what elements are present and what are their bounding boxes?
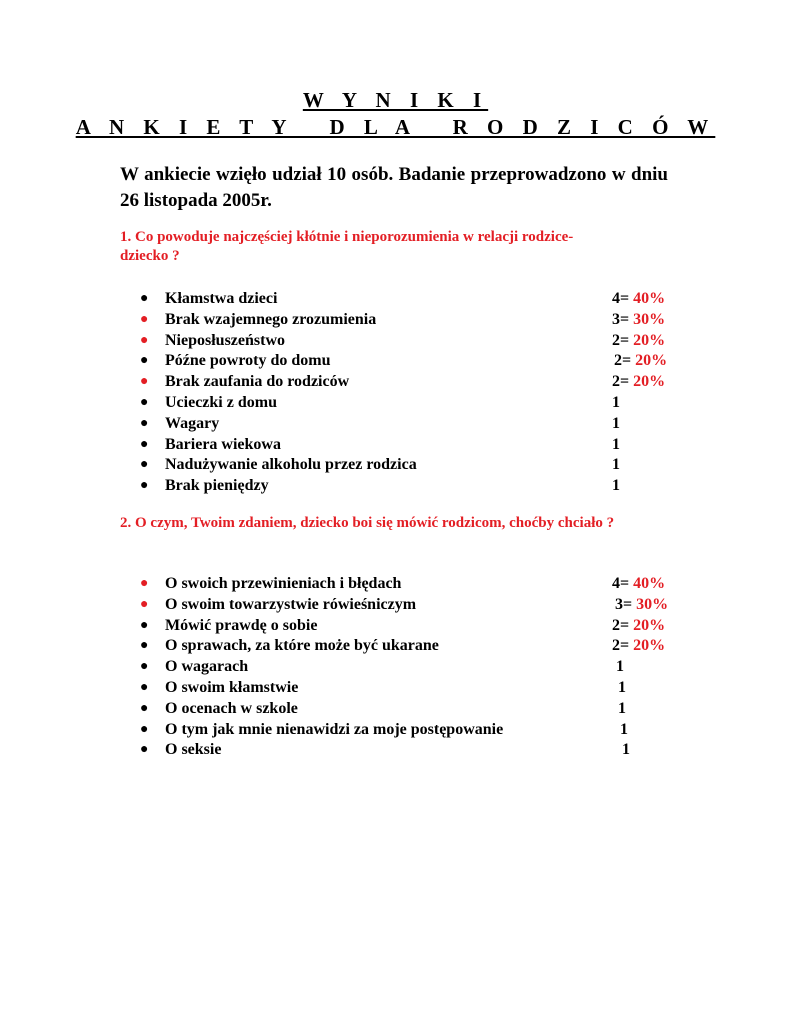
list-item [0, 739, 700, 760]
item-count [612, 288, 665, 309]
item-label: Kłamstwa dzieci [165, 290, 278, 307]
item-count [612, 615, 665, 636]
bullet-icon: ● [140, 478, 149, 494]
item-label: Nieposłuszeństwo [165, 331, 286, 349]
count-value: 1 [616, 658, 624, 676]
percent-value: 20% [629, 616, 666, 634]
list-item [0, 475, 700, 496]
list-item [0, 656, 700, 677]
item-count [622, 739, 630, 760]
percent-value: 20% [629, 637, 666, 655]
percent-value: 20% [629, 331, 666, 349]
bullet-icon: ● [140, 680, 149, 695]
item-label: O sprawach, za które może być ukarane [165, 637, 439, 655]
list-item [0, 330, 700, 351]
item-label: O swoim towarzystwie rówieśniczym [165, 595, 417, 613]
list-item [0, 698, 700, 719]
list-item [0, 615, 700, 636]
question-2: 2. O czym, Twoim zdaniem, dziecko boi się mówić rodzicom, choćby chciało ? [120, 515, 615, 531]
percent-value: 40% [629, 575, 666, 592]
list-item [0, 350, 700, 371]
item-count [612, 309, 665, 330]
item-count [612, 371, 665, 392]
item-label: Bariera wiekowa [165, 435, 281, 453]
item-count [612, 413, 620, 434]
list-item [0, 413, 700, 434]
list-item [0, 594, 700, 615]
bullet-icon: ● [140, 332, 149, 348]
item-count [616, 656, 624, 677]
item-count [612, 392, 620, 413]
item-label: Brak zaufania do rodziców [165, 373, 350, 391]
list-item [0, 309, 700, 330]
bullet-icon: ● [140, 721, 149, 737]
item-count [612, 475, 620, 496]
list-item [0, 434, 700, 455]
bullet-icon: ● [140, 742, 149, 758]
item-label: Brak wzajemnego zrozumienia [165, 310, 377, 328]
item-count [620, 719, 628, 740]
list-item [0, 392, 700, 413]
bullet-icon: ● [140, 415, 149, 431]
count-value: 3= [612, 310, 630, 328]
count-value: 2= [612, 373, 630, 391]
item-label: O swoich przewinieniach i błędach [165, 575, 402, 592]
count-value: 2= [612, 331, 630, 349]
title-line-1: W Y N I K I [302, 88, 489, 112]
item-label: O tym jak mnie nienawidzi za moje postępowanie [165, 720, 504, 738]
list-item [0, 454, 700, 475]
percent-value: 20% [629, 373, 666, 391]
title-line-2: A N K I E T Y D L A R O D Z I C Ó W [75, 115, 716, 139]
list-item [0, 288, 700, 309]
bullet-icon: ● [140, 457, 149, 473]
bullet-icon: ● [140, 596, 149, 612]
count-value: 1 [622, 741, 630, 759]
count-value: 1 [618, 679, 626, 696]
intro-paragraph: W ankiecie wzięło udział 10 osób. Badanie przeprowadzono w dniu 26 listopada 2005r. [120, 164, 668, 211]
count-value: 1 [618, 699, 626, 717]
item-label: O wagarach [165, 658, 249, 676]
list-item [0, 719, 700, 740]
item-count [612, 573, 665, 594]
bullet-icon: ● [140, 311, 149, 327]
count-value: 1 [612, 414, 620, 432]
item-count [612, 454, 620, 475]
percent-value: 40% [629, 290, 666, 307]
count-value: 1 [620, 720, 628, 738]
item-label: O swoim kłamstwie [165, 679, 299, 696]
bullet-icon: ● [140, 374, 149, 390]
count-value: 2= [614, 352, 632, 370]
list-item [0, 573, 700, 594]
count-value: 2= [612, 637, 630, 655]
percent-value: 20% [631, 352, 668, 370]
item-label: O seksie [165, 741, 222, 759]
bullet-icon: ● [140, 436, 149, 452]
count-value: 1 [612, 477, 620, 495]
item-label: Mówić prawdę o sobie [165, 616, 318, 634]
item-label: Ucieczki z domu [165, 394, 277, 411]
item-label: Nadużywanie alkoholu przez rodzica [165, 456, 417, 474]
item-label: Późne powroty do domu [165, 352, 331, 370]
bullet-icon: ● [140, 576, 149, 591]
list-item [0, 371, 700, 392]
count-value: 4= [612, 575, 630, 592]
question-1: 1. Co powoduje najczęściej kłótnie i nieporozumienia w relacji rodzice-dziecko ? [120, 229, 574, 264]
bullet-icon: ● [140, 395, 149, 410]
count-value: 3= [615, 595, 633, 613]
bullet-icon: ● [140, 291, 149, 306]
bullet-icon: ● [140, 353, 149, 369]
percent-value: 30% [632, 595, 669, 613]
bullet-icon: ● [140, 700, 149, 716]
bullet-icon: ● [140, 659, 149, 675]
list-item [0, 677, 700, 698]
item-label: Brak pieniędzy [165, 477, 269, 495]
percent-value: 30% [629, 310, 666, 328]
item-label: O ocenach w szkole [165, 699, 298, 717]
count-value: 1 [612, 456, 620, 474]
item-count [618, 698, 626, 719]
bullet-icon: ● [140, 617, 149, 633]
bullet-icon: ● [140, 638, 149, 654]
item-count [612, 635, 665, 656]
item-label: Wagary [165, 414, 220, 432]
item-count [612, 330, 665, 351]
item-count [612, 434, 620, 455]
count-value: 2= [612, 616, 630, 634]
item-count [618, 677, 626, 698]
item-count [615, 594, 668, 615]
count-value: 4= [612, 290, 630, 307]
count-value: 1 [612, 394, 620, 411]
list-item [0, 635, 700, 656]
count-value: 1 [612, 435, 620, 453]
item-count [614, 350, 667, 371]
